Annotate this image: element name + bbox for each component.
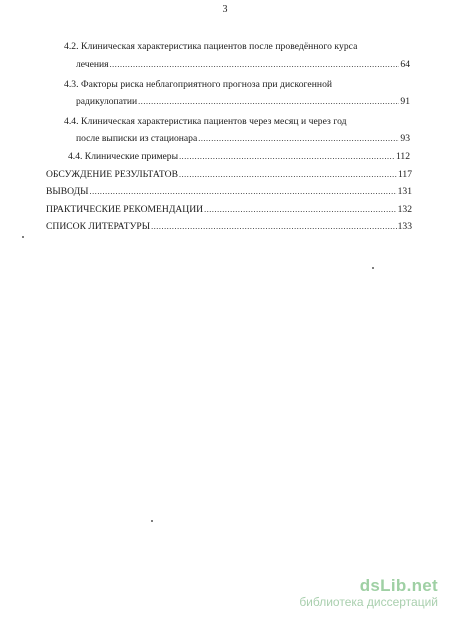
scan-speck <box>22 236 24 238</box>
toc-page-number: 131 <box>397 186 412 197</box>
toc-entry-4-2 <box>76 59 410 71</box>
dot-leader <box>151 221 397 233</box>
toc-page-number: 91 <box>400 96 410 107</box>
toc-entry-label: СПИСОК ЛИТЕРАТУРЫ <box>46 221 151 232</box>
toc-entry-label: после выписки из стационара <box>76 133 198 144</box>
toc-entry-conclusions <box>46 186 412 198</box>
toc-entry-4-3-title: 4.3. Факторы риска неблагоприятного прогноза при дискогенной <box>64 79 333 90</box>
toc-page-number: 117 <box>397 169 412 180</box>
toc-entry-label: ПРАКТИЧЕСКИЕ РЕКОМЕНДАЦИИ <box>46 204 204 215</box>
toc-entry-references <box>46 221 412 233</box>
toc-entry-4-4-examples <box>68 151 410 163</box>
watermark-subtitle: библиотека диссертаций <box>299 595 438 609</box>
toc-page-number: 93 <box>400 133 410 144</box>
dot-leader <box>138 96 399 108</box>
dot-leader <box>179 169 397 181</box>
toc-entry-4-4-title: 4.4. Клиническая характеристика пациентов через месяц и через год <box>64 116 347 127</box>
scan-speck <box>151 520 153 522</box>
dot-leader <box>198 133 399 145</box>
toc-page-number: 64 <box>400 59 410 70</box>
dot-leader <box>110 59 400 71</box>
toc-entry-4-2-title: 4.2. Клиническая характеристика пациентов после проведённого курса <box>64 41 358 52</box>
watermark <box>299 576 438 609</box>
dot-leader <box>90 186 397 198</box>
dot-leader <box>204 204 397 216</box>
toc-entry-4-4 <box>76 133 410 145</box>
toc-entry-recommendations <box>46 204 412 216</box>
toc-entry-label: ВЫВОДЫ <box>46 186 89 197</box>
scan-speck <box>372 267 374 269</box>
toc-entry-4-3 <box>76 96 410 108</box>
page-number: 3 <box>222 4 228 15</box>
toc-entry-discussion <box>46 169 412 181</box>
toc-entry-label: ОБСУЖДЕНИЕ РЕЗУЛЬТАТОВ <box>46 169 178 180</box>
toc-entry-label: лечения <box>76 59 109 70</box>
toc-entry-label: 4.4. Клинические примеры <box>68 151 179 162</box>
toc-page-number: 132 <box>397 204 412 215</box>
dot-leader <box>179 151 395 163</box>
toc-page-number: 133 <box>397 221 412 232</box>
toc-entry-label: радикулопатии <box>76 96 138 107</box>
toc-page-number: 112 <box>395 151 410 162</box>
watermark-logo: dsLib.net <box>359 576 438 595</box>
